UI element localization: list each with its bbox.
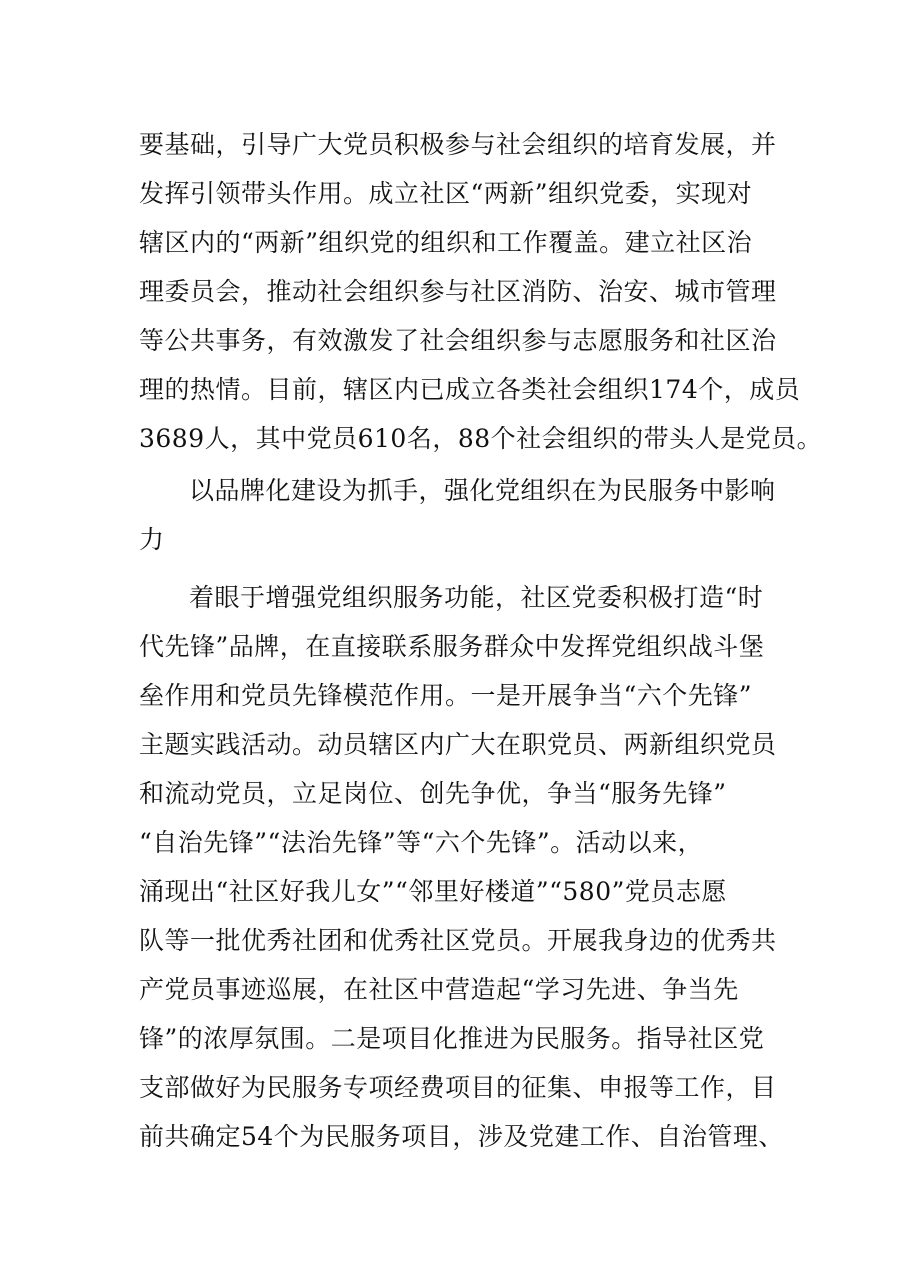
- paragraph-2-line-9: 产党员事迹巡展，在社区中营造起“学习先进、争当先: [139, 975, 739, 1004]
- paragraph-2-line-8: 队等一批优秀社团和优秀社区党员。开展我身边的优秀共: [139, 926, 777, 955]
- paragraph-2-line-12: 前共确定54个为民服务项目，涉及党建工作、自治管理、: [139, 1122, 784, 1151]
- section-heading-line-1: 以品牌化建设为抓手，强化党组织在为民服务中影响: [189, 476, 776, 505]
- paragraph-2-line-3: 垒作用和党员先锋模范作用。一是开展争当“六个先锋”: [139, 681, 753, 710]
- paragraph-2-line-6: “自治先锋”“法治先锋”等“六个先锋”。活动以来，: [139, 828, 704, 857]
- paragraph-2-line-7: 涌现出“社区好我儿女”“邻里好楼道”“580”党员志愿: [139, 877, 727, 906]
- paragraph-2-line-5: 和流动党员，立足岗位、创先争优，争当“服务先锋”: [139, 779, 727, 808]
- paragraph-1-line-3: 辖区内的“两新”组织党的组织和工作覆盖。建立社区治: [139, 228, 753, 257]
- paragraph-1-line-6: 理的热情。目前，辖区内已成立各类社会组织174个，成员: [139, 375, 801, 404]
- paragraph-2-line-4: 主题实践活动。动员辖区内广大在职党员、两新组织党员: [139, 730, 777, 759]
- paragraph-1-line-2: 发挥引领带头作用。成立社区“两新”组织党委，实现对: [139, 179, 753, 208]
- paragraph-2-line-11: 支部做好为民服务专项经费项目的征集、申报等工作，目: [139, 1073, 777, 1102]
- paragraph-1-line-1: 要基础，引导广大党员积极参与社会组织的培育发展，并: [139, 130, 777, 159]
- paragraph-2-line-2: 代先锋”品牌，在直接联系服务群众中发挥党组织战斗堡: [139, 632, 765, 661]
- paragraph-1-line-4: 理委员会，推动社会组织参与社区消防、治安、城市管理: [139, 277, 777, 306]
- paragraph-2-line-10: 锋”的浓厚氛围。二是项目化推进为民服务。指导社区党: [139, 1024, 765, 1053]
- paragraph-2-line-1: 着眼于增强党组织服务功能，社区党委积极打造“时: [189, 583, 764, 612]
- paragraph-1-line-7: 3689人，其中党员610名，88个社会组织的带头人是党员。: [139, 424, 823, 453]
- paragraph-1-line-5: 等公共事务，有效激发了社会组织参与志愿服务和社区治: [139, 326, 777, 355]
- section-heading-line-2: 力: [139, 525, 165, 554]
